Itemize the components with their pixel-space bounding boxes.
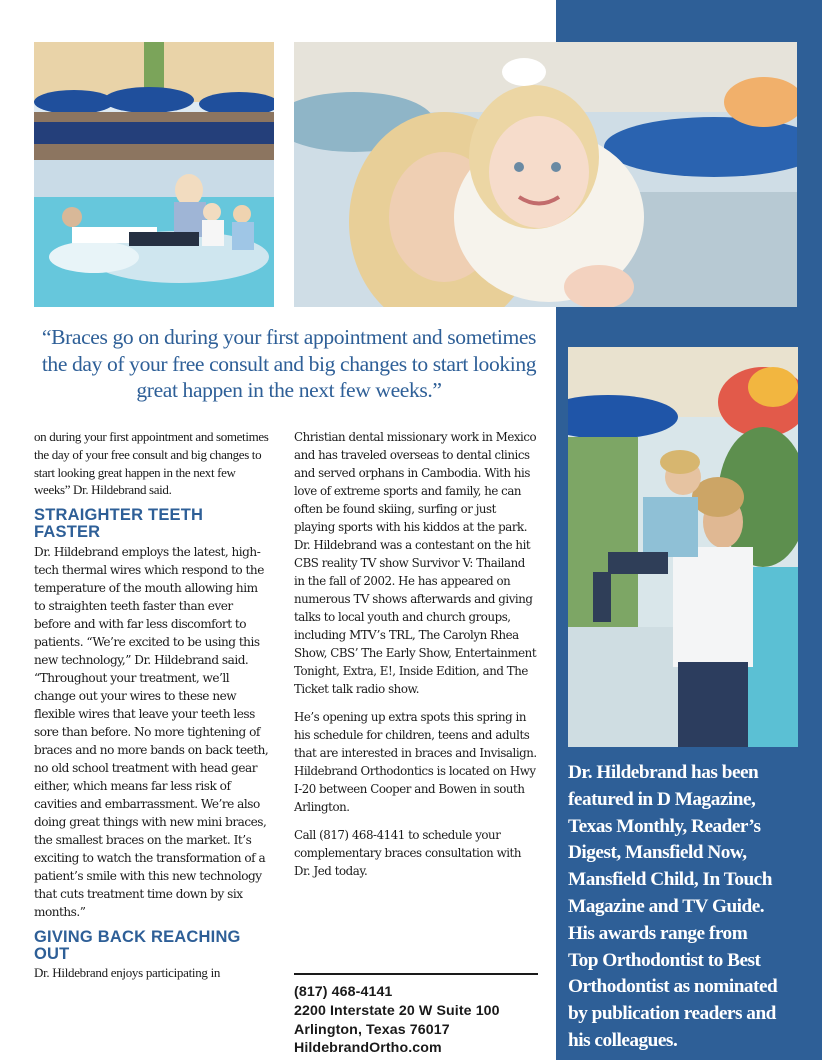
family-pool-photo: [34, 42, 274, 307]
caption-line: Mansfield Child, In Touch: [568, 869, 772, 891]
article-column-1: [34, 428, 272, 981]
caption-line: Digest, Mansfield Now,: [568, 842, 747, 864]
body-paragraph: Christian dental missionary work in Mexico and has traveled overseas to dental clinics and served orphans in Cambodia. With his love of extreme sports and family, he can often be found skiing, surfing or just playing sports with his kiddos at the park. Dr. Hildebrand was a contestant on the hit CBS reality TV show Survivor V: Thailand in the fall of 2002. He has appeared on numerous TV shows afterwards and giving talks to local youth and church groups, including MTV’s TRL, The Carolyn Rhea Show, CBS’ The Early Show, Entertainment Tonight, Extra, E!, Inside Edition, and The Ticket talk radio show.: [294, 430, 537, 696]
pull-quote: “Braces go on during your first appointment and sometimes the day of your free consult and big changes to start looking great happen in the next few weeks.”: [41, 325, 537, 402]
section-heading-straighter-teeth: STRAIGHTER TEETH FASTER: [34, 506, 204, 542]
caption-line: Orthodontist as nominated: [568, 976, 778, 998]
website-link[interactable]: HildebrandOrtho.com: [294, 1040, 442, 1057]
caption-line: Top Orthodontist to Best: [568, 949, 761, 971]
caption-line: Texas Monthly, Reader’s: [568, 815, 761, 837]
body-paragraph: Dr. Hildebrand enjoys participating in: [34, 965, 221, 981]
caption-line: Dr. Hildebrand has been: [568, 762, 759, 783]
contact-divider: [294, 973, 538, 975]
caption-line: his colleagues.: [568, 1029, 678, 1051]
father-son-photo: [568, 347, 798, 747]
body-paragraph: Dr. Hildebrand employs the latest, high-tech thermal wires which respond to the temperature of the mouth allowing him to straighten teeth faster than ever before and with far less discomfort to patients. “We’re excited to be using this new technology,” Dr. Hildebrand said. “Throughout your treatment, we’ll change out your wires to these new flexible wires that leave your teeth less sore than before. No more tightening of braces and no more bands on back teeth, no old school treatment with head gear either, which means far less risk of cavities and embarrassment. We’re also doing great things with new mini braces, the smallest braces on the market. It’s exciting to watch the transformation of a patient’s smile with this new technology that cuts treatment time down by six months.”: [34, 545, 269, 920]
body-paragraph: He’s opening up extra spots this spring in his schedule for children, teens and adults that are interested in braces and Invisalign. Hildebrand Orthodontics is located on Hwy I-20 between Cooper and Bowen in south Arlington.: [294, 710, 537, 814]
caption-line: featured in D Magazine,: [568, 788, 756, 810]
article-column-2: [294, 428, 538, 880]
sidebar-caption: [568, 760, 808, 1055]
city-state-zip: Arlington, Texas 76017: [294, 1021, 450, 1038]
continued-text: on during your first appointment and sometimes the day of your free consult and big changes to start looking great happen in the next few weeks” Dr. Hildebrand said.: [34, 429, 269, 498]
caption-line: His awards range from: [568, 922, 748, 944]
phone-number[interactable]: (817) 468-4141: [294, 984, 393, 1000]
contact-block: [294, 983, 544, 1058]
caption-line: by publication readers and: [568, 1003, 776, 1025]
body-paragraph: Call (817) 468-4141 to schedule your complementary braces consultation with Dr. Jed today.: [294, 828, 521, 878]
mother-daughter-photo: [294, 42, 797, 307]
street-address: 2200 Interstate 20 W Suite 100: [294, 1002, 500, 1019]
caption-line: Magazine and TV Guide.: [568, 895, 765, 917]
section-heading-giving-back: GIVING BACK REACHING OUT: [34, 928, 241, 964]
